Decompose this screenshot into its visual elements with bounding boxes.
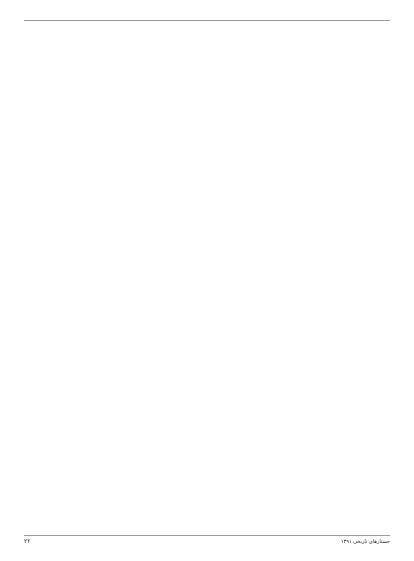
running-title: جستارهای تاریخی ۱۳۹۱	[340, 539, 390, 545]
page-footer	[24, 538, 390, 548]
text-column-middle	[151, 26, 264, 528]
text-column-left	[24, 26, 137, 528]
text-column-right	[277, 26, 390, 528]
page-number: ۲۲	[24, 538, 31, 545]
footer-rule	[24, 535, 390, 536]
header-rule	[24, 20, 390, 21]
text-columns	[24, 26, 390, 528]
